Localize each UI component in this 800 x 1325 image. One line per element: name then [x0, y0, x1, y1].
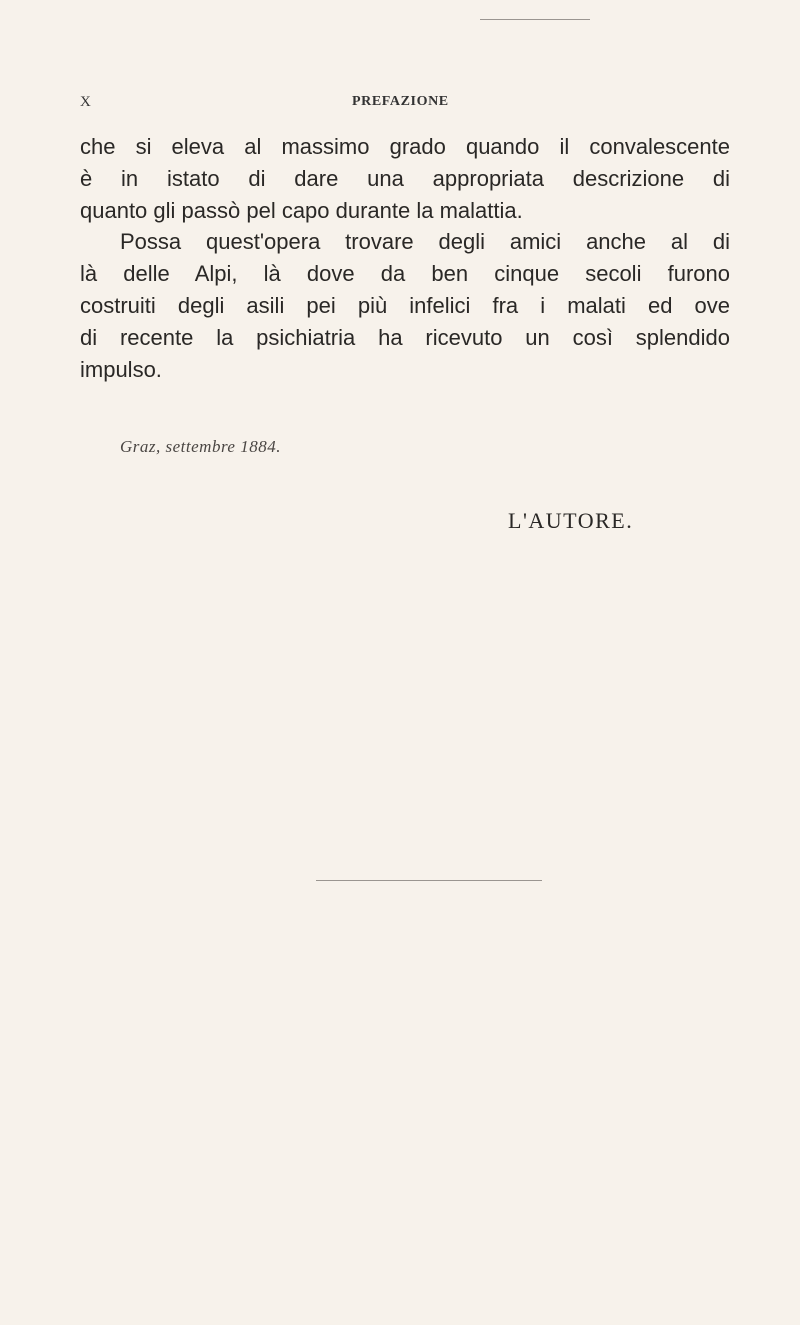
author-signature: L'AUTORE.: [508, 508, 634, 533]
running-title: PREFAZIONE: [352, 94, 449, 109]
running-head: [0, 94, 800, 114]
text-line: Possa quest'opera trovare degli amici anche al di: [120, 229, 730, 255]
text-line: là delle Alpi, là dove da ben cinque secoli furono: [80, 261, 730, 287]
page-number: X: [80, 94, 92, 110]
bottom-rule: [316, 880, 542, 881]
text-line: è in istato di dare una appropriata descrizione di: [80, 165, 730, 191]
top-rule: [480, 19, 590, 20]
dateline: Graz, settembre 1884.: [120, 437, 281, 456]
text-line: impulso.: [80, 356, 162, 382]
text-line: costruiti degli asili pei più infelici fra i malati ed ove: [80, 292, 730, 318]
body-paragraphs: [80, 131, 730, 385]
text-line: quanto gli passò pel capo durante la malattia.: [80, 197, 523, 223]
text-line: di recente la psichiatria ha ricevuto un così splendido: [80, 324, 730, 350]
text-line: che si eleva al massimo grado quando il convalescente: [80, 134, 730, 159]
